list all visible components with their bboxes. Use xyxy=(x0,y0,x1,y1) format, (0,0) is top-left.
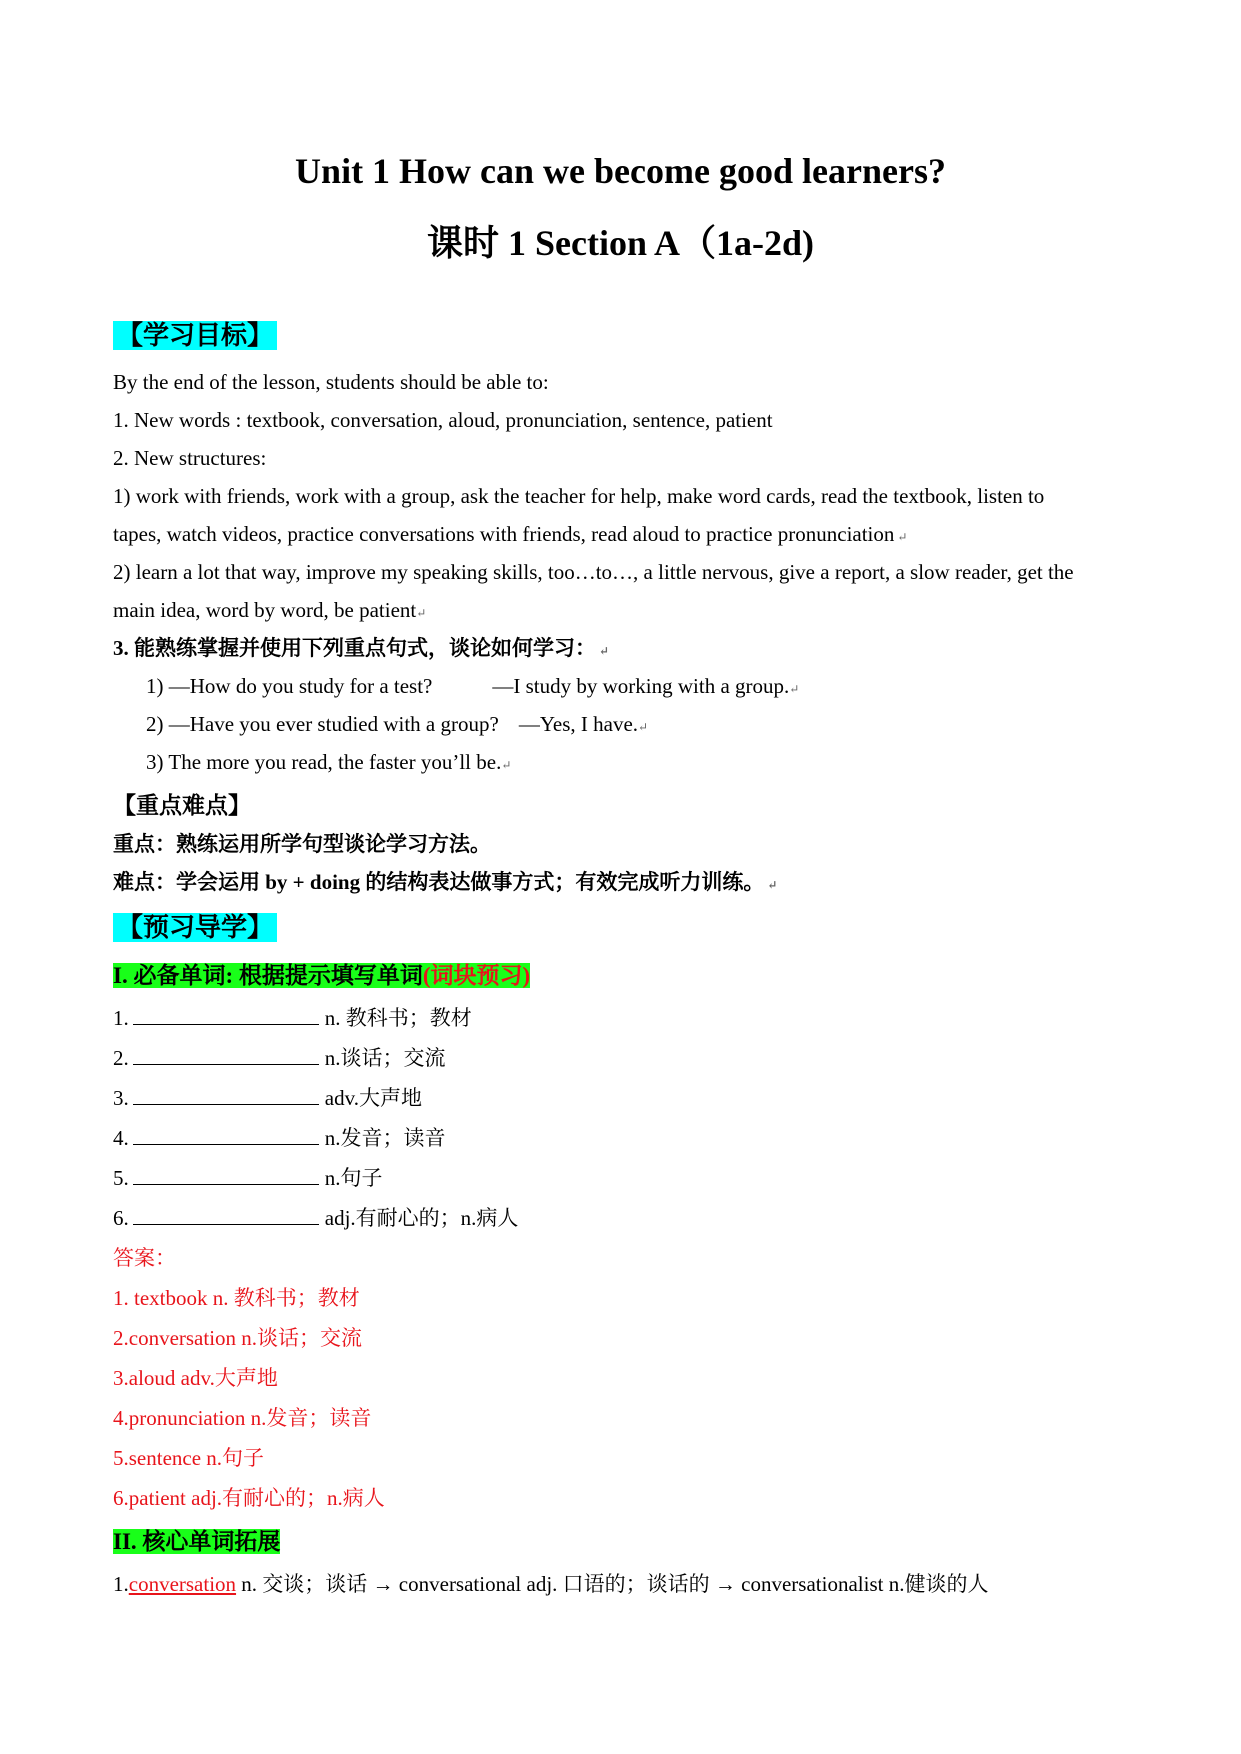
exercise-item xyxy=(113,1006,472,1031)
pattern-2-question: 2) —Have you ever studied with a group? xyxy=(146,712,499,736)
part1-heading xyxy=(113,962,530,990)
exercise-hint: adj.有耐心的；n.病人 xyxy=(324,1206,519,1230)
objectives-structures-label: 2. New structures: xyxy=(113,446,267,470)
answer-item: 5.sentence n.句子 xyxy=(113,1446,265,1470)
exercise-hint: n.谈话；交流 xyxy=(324,1046,446,1070)
exercise-hint: adv.大声地 xyxy=(324,1086,422,1110)
objectives-patterns-label xyxy=(113,636,609,661)
exercise-number: 2. xyxy=(113,1046,129,1070)
exercise-number: 3. xyxy=(113,1086,129,1110)
pattern-3 xyxy=(146,750,511,775)
pattern-1 xyxy=(146,674,799,699)
answer-item: 4.pronunciation n.发音；读音 xyxy=(113,1406,372,1430)
paragraph-mark: ↵ xyxy=(764,878,778,892)
objectives-heading xyxy=(113,320,277,351)
page-title: Unit 1 How can we become good learners? xyxy=(295,151,946,191)
structures-2-line-1: 2) learn a lot that way, improve my speaking skills, too…to…, a little nervous, give a report, a slow reader, get the xyxy=(113,560,1074,584)
difficulty-point xyxy=(113,870,777,895)
exercise-number: 1. xyxy=(113,1006,129,1030)
paragraph-mark: ↵ xyxy=(894,530,908,544)
preview-heading xyxy=(113,912,277,943)
key-points-heading: 【重点难点】 xyxy=(113,793,251,818)
pattern-1-question: 1) —How do you study for a test? xyxy=(146,674,433,698)
answer-blank[interactable] xyxy=(133,1126,319,1145)
exercise-number: 5. xyxy=(113,1166,129,1190)
exercise-hint: n.句子 xyxy=(324,1166,383,1190)
part2-heading-text: II. 核心单词拓展 xyxy=(113,1529,281,1554)
objectives-intro: By the end of the lesson, students should be able to: xyxy=(113,370,549,394)
paragraph-mark: ↵ xyxy=(789,682,800,696)
expansion-word: conversation xyxy=(128,1572,237,1596)
structures-1-line-1: 1) work with friends, work with a group, ask the teacher for help, make word cards, read the textbook, listen to xyxy=(113,484,1045,508)
objectives-new-words: 1. New words : textbook, conversation, aloud, pronunciation, sentence, patient xyxy=(113,408,773,432)
exercise-item xyxy=(113,1126,446,1151)
expansion-derivatives: n. 交谈；谈话 → conversational adj. 口语的；谈话的 → conversationalist n.健谈的人 xyxy=(236,1572,989,1596)
exercise-item xyxy=(113,1086,422,1111)
page-subtitle: 课时 1 Section A（1a-2d) xyxy=(426,223,814,263)
objectives-heading-text: 【学习目标】 xyxy=(113,321,277,350)
preview-heading-text: 【预习导学】 xyxy=(113,913,277,942)
answer-item: 3.aloud adv.大声地 xyxy=(113,1366,278,1390)
answer-blank[interactable] xyxy=(133,1046,319,1065)
key-point: 重点：熟练运用所学句型谈论学习方法。 xyxy=(113,832,491,856)
paragraph-mark: ↵ xyxy=(416,606,427,620)
structures-1-line-2 xyxy=(113,522,907,547)
exercise-number: 6. xyxy=(113,1206,129,1230)
exercise-number: 4. xyxy=(113,1126,129,1150)
part2-heading xyxy=(113,1528,280,1556)
answer-blank[interactable] xyxy=(133,1086,319,1105)
answer-blank[interactable] xyxy=(133,1006,319,1025)
pattern-2 xyxy=(146,712,648,737)
structures-2-line-2 xyxy=(113,598,426,623)
exercise-item xyxy=(113,1206,518,1231)
part1-heading-tag: (词块预习) xyxy=(422,963,531,988)
exercise-item xyxy=(113,1166,383,1191)
expansion-item xyxy=(113,1572,988,1597)
paragraph-mark: ↵ xyxy=(501,758,512,772)
expansion-number: 1. xyxy=(113,1572,129,1596)
exercise-hint: n. 教科书；教材 xyxy=(324,1006,472,1030)
answer-label: 答案： xyxy=(113,1246,176,1270)
answer-blank[interactable] xyxy=(133,1206,319,1225)
pattern-2-answer: —Yes, I have. xyxy=(518,712,639,736)
patterns-label-text: 3. 能熟练掌握并使用下列重点句式，谈论如何学习： xyxy=(113,636,596,660)
answer-item: 6.patient adj.有耐心的；n.病人 xyxy=(113,1486,385,1510)
exercise-item xyxy=(113,1046,446,1071)
structures-2-line-2-text: main idea, word by word, be patient xyxy=(113,598,417,622)
structures-1-line-2-text: tapes, watch videos, practice conversations with friends, read aloud to practice pronunciation xyxy=(113,522,895,546)
answer-blank[interactable] xyxy=(133,1166,319,1185)
answer-item: 2.conversation n.谈话；交流 xyxy=(113,1326,363,1350)
paragraph-mark: ↵ xyxy=(596,644,610,658)
part1-heading-text: I. 必备单词: 根据提示填写单词 xyxy=(113,963,423,988)
paragraph-mark: ↵ xyxy=(638,720,649,734)
difficulty-point-text: 难点：学会运用 by + doing 的结构表达做事方式；有效完成听力训练。 xyxy=(113,870,765,894)
exercise-hint: n.发音；读音 xyxy=(324,1126,446,1150)
answer-item: 1. textbook n. 教科书；教材 xyxy=(113,1286,360,1310)
pattern-1-answer: —I study by working with a group. xyxy=(492,674,790,698)
pattern-3-text: 3) The more you read, the faster you’ll be. xyxy=(146,750,502,774)
